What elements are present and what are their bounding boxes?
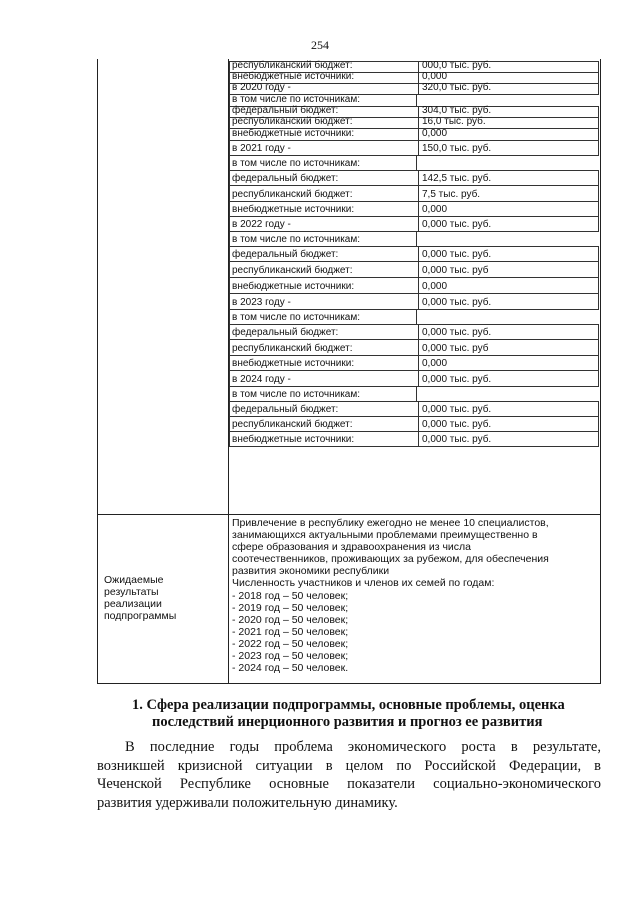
budget-row-value: 0,000 тыс. руб. bbox=[422, 219, 492, 230]
expected-text-line: - 2024 год – 50 человек. bbox=[232, 662, 349, 675]
budget-row-value: 0,000 тыс. руб. bbox=[422, 374, 492, 385]
budget-row bbox=[229, 370, 599, 387]
budget-row bbox=[229, 155, 417, 171]
budget-row bbox=[229, 309, 417, 325]
budget-row-value: 0,000 bbox=[422, 204, 448, 215]
budget-row-separator bbox=[418, 340, 419, 355]
budget-row-label: республиканский бюджет: bbox=[232, 189, 353, 200]
budget-row-label: в 2020 году - bbox=[232, 82, 291, 93]
budget-row-separator bbox=[418, 118, 419, 128]
expected-text-line: занимающихся актуальными проблемами преимущественно в bbox=[232, 529, 538, 542]
budget-row-separator bbox=[418, 186, 419, 201]
budget-row-label: в 2022 году - bbox=[232, 219, 291, 230]
budget-row-value: 142,5 тыс. руб. bbox=[422, 173, 492, 184]
budget-row-separator bbox=[418, 107, 419, 117]
budget-row-label: внебюджетные источники: bbox=[232, 358, 355, 369]
section-heading-line: 1. Сфера реализации подпрограммы, основные проблемы, оценка bbox=[132, 697, 565, 713]
budget-row bbox=[229, 246, 599, 262]
budget-row-label: федеральный бюджет: bbox=[232, 249, 339, 260]
budget-row bbox=[229, 355, 599, 371]
budget-row-value: 304,0 тыс. руб. bbox=[422, 105, 492, 116]
budget-row-separator bbox=[418, 73, 419, 83]
budget-row-value: 000,0 тыс. руб. bbox=[422, 60, 492, 71]
budget-row-separator bbox=[418, 171, 419, 185]
paragraph-line: В последние годы проблема экономического роста в результате, bbox=[125, 739, 601, 755]
section-paragraph bbox=[97, 738, 601, 812]
budget-row-label: в 2021 году - bbox=[232, 143, 291, 154]
budget-row-value: 0,000 тыс. руб. bbox=[422, 434, 492, 445]
budget-row bbox=[229, 401, 599, 417]
budget-row-label: в том числе по источникам: bbox=[232, 158, 361, 169]
budget-row-separator bbox=[418, 202, 419, 216]
budget-row-value: 0,000 тыс. руб. bbox=[422, 327, 492, 338]
budget-row-label: федеральный бюджет: bbox=[232, 105, 339, 116]
budget-row-label: внебюджетные источники: bbox=[232, 281, 355, 292]
budget-row-value: 0,000 тыс. руб. bbox=[422, 419, 492, 430]
budget-row-value: 0,000 bbox=[422, 128, 448, 139]
budget-row-label: федеральный бюджет: bbox=[232, 173, 339, 184]
budget-row-separator bbox=[418, 217, 419, 231]
budget-row-value: 16,0 тыс. руб. bbox=[422, 116, 486, 127]
budget-row-value: 0,000 тыс. руб. bbox=[422, 249, 492, 260]
budget-row-value: 0,000 bbox=[422, 358, 448, 369]
expected-results-label bbox=[104, 574, 224, 622]
budget-row-label: федеральный бюджет: bbox=[232, 327, 339, 338]
paragraph-line: развития удерживали положительную динамику. bbox=[97, 794, 398, 811]
budget-row-label: в том числе по источникам: bbox=[232, 389, 361, 400]
budget-row-label: внебюджетные источники: bbox=[232, 434, 355, 445]
budget-row-label: в 2024 году - bbox=[232, 374, 291, 385]
budget-row-separator bbox=[418, 325, 419, 339]
budget-row-separator bbox=[418, 294, 419, 309]
budget-row-label: внебюджетные источники: bbox=[232, 128, 355, 139]
budget-row-separator bbox=[418, 84, 419, 94]
budget-row-value: 0,000 тыс. руб. bbox=[422, 404, 492, 415]
expected-text-line: соотечественников, проживающих за рубежом, для обеспечения bbox=[232, 553, 549, 566]
budget-row-label: в том числе по источникам: bbox=[232, 234, 361, 245]
budget-row bbox=[229, 185, 599, 202]
budget-row-value: 320,0 тыс. руб. bbox=[422, 82, 492, 93]
section-divider bbox=[97, 514, 601, 515]
expected-text-line: - 2018 год – 50 человек; bbox=[232, 589, 349, 602]
budget-row-separator bbox=[418, 432, 419, 446]
expected-label-line: реализации bbox=[104, 598, 162, 610]
budget-row-label: в том числе по источникам: bbox=[232, 312, 361, 323]
budget-row-label: внебюджетные источники: bbox=[232, 204, 355, 215]
budget-row-label: в 2023 году - bbox=[232, 297, 291, 308]
budget-row bbox=[229, 140, 599, 156]
budget-row-value: 0,000 bbox=[422, 281, 448, 292]
budget-row-label: в том числе по источникам: bbox=[232, 94, 361, 105]
expected-text-line: Привлечение в республику ежегодно не менее 10 специалистов, bbox=[232, 517, 549, 529]
budget-row bbox=[229, 416, 599, 432]
expected-text-line: - 2020 год – 50 человек; bbox=[232, 613, 349, 626]
budget-row-separator bbox=[418, 129, 419, 140]
budget-row-label: республиканский бюджет: bbox=[232, 419, 353, 430]
expected-label-line: результаты bbox=[104, 586, 159, 598]
budget-row-label: республиканский бюджет: bbox=[232, 60, 353, 71]
budget-row-separator bbox=[418, 247, 419, 261]
budget-row-label: федеральный бюджет: bbox=[232, 404, 339, 415]
budget-row-separator bbox=[418, 262, 419, 277]
paragraph-line: Чеченской Республике основные показатели социально-экономического bbox=[97, 776, 601, 793]
budget-row bbox=[229, 261, 599, 278]
budget-row-separator bbox=[418, 402, 419, 416]
budget-row-value: 7,5 тыс. руб. bbox=[422, 189, 481, 200]
budget-row bbox=[229, 339, 599, 356]
expected-text-line: сфере образования и здравоохранения из числа bbox=[232, 541, 472, 554]
expected-text-line: развития экономики республики bbox=[232, 565, 390, 578]
section-heading-line: последствий инерционного развития и прогноз ее развития bbox=[152, 714, 543, 730]
expected-text-line: Численность участников и членов их семей по годам: bbox=[232, 577, 495, 590]
budget-row-label: внебюджетные источники: bbox=[232, 71, 355, 82]
budget-row bbox=[229, 170, 599, 186]
expected-results-text bbox=[232, 517, 598, 674]
expected-text-line: - 2019 год – 50 человек; bbox=[232, 601, 349, 614]
budget-row-label: республиканский бюджет: bbox=[232, 343, 353, 354]
budget-row-value: 0,000 тыс. руб bbox=[422, 265, 489, 276]
budget-row bbox=[229, 231, 417, 247]
budget-row bbox=[229, 293, 599, 310]
budget-row-separator bbox=[418, 371, 419, 386]
budget-row-value: 150,0 тыс. руб. bbox=[422, 143, 492, 154]
budget-row bbox=[229, 216, 599, 232]
budget-row-value: 0,000 тыс. руб bbox=[422, 343, 489, 354]
section-heading bbox=[132, 697, 602, 731]
budget-row-separator bbox=[418, 278, 419, 293]
budget-row bbox=[229, 201, 599, 217]
budget-row-separator bbox=[418, 356, 419, 370]
budget-row bbox=[229, 324, 599, 340]
budget-row-separator bbox=[418, 62, 419, 72]
budget-row-label: республиканский бюджет: bbox=[232, 265, 353, 276]
budget-row-label: республиканский бюджет: bbox=[232, 116, 353, 127]
expected-label-line: Ожидаемые bbox=[104, 574, 164, 586]
budget-row-value: 0,000 bbox=[422, 71, 448, 82]
budget-row bbox=[229, 386, 417, 402]
budget-row-separator bbox=[418, 141, 419, 155]
expected-text-line: - 2022 год – 50 человек; bbox=[232, 637, 349, 650]
page-number: 254 bbox=[311, 38, 329, 52]
expected-label-line: подпрограммы bbox=[104, 610, 177, 622]
budget-row bbox=[229, 431, 599, 447]
budget-row-value: 0,000 тыс. руб. bbox=[422, 297, 492, 308]
budget-row-separator bbox=[418, 417, 419, 431]
expected-text-line: - 2021 год – 50 человек; bbox=[232, 625, 349, 638]
budget-row bbox=[229, 277, 599, 294]
expected-text-line: - 2023 год – 50 человек; bbox=[232, 650, 349, 663]
paragraph-line: возникшей кризисной ситуации в целом по Российской Федерации, в bbox=[97, 757, 601, 774]
